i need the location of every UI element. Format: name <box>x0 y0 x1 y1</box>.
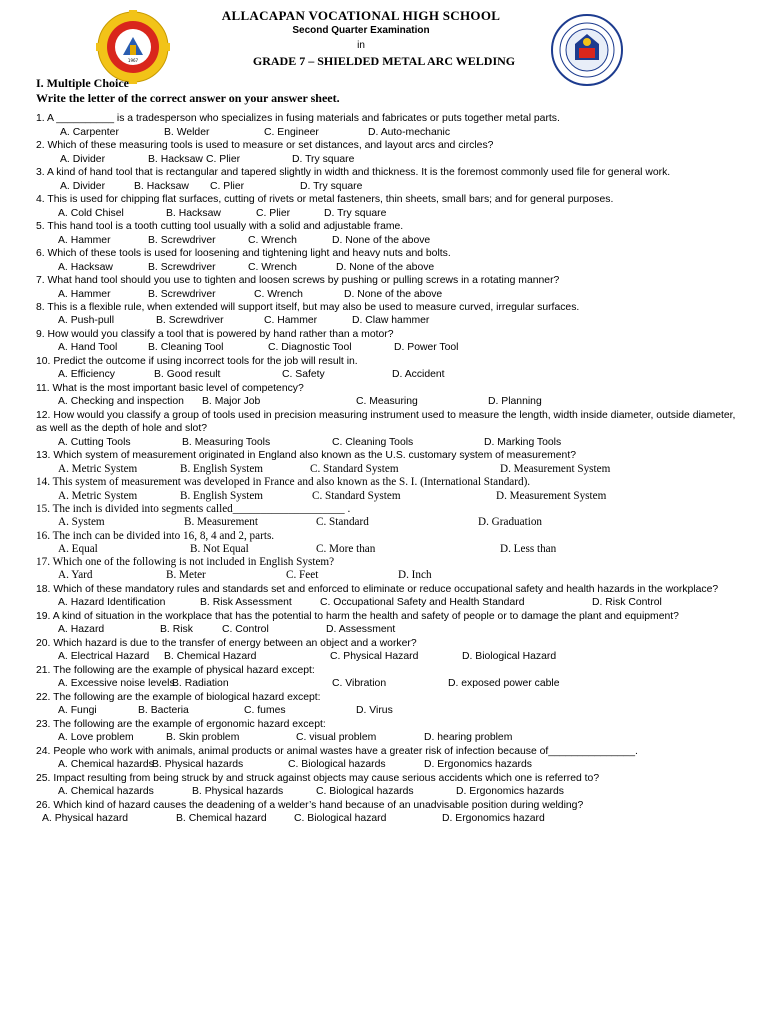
choice-c: C. Engineer <box>264 126 319 138</box>
choice-d: D. Measurement System <box>500 463 611 475</box>
choice-c: C. Standard System <box>310 463 399 475</box>
question-25 <box>36 772 736 799</box>
choice-b: B. English System <box>180 463 263 475</box>
choice-a: A. Metric System <box>58 463 138 475</box>
choice-c: C. visual problem <box>296 732 377 744</box>
question-text: 9. How would you classify a tool that is powered by hand rather than a motor? <box>36 328 394 340</box>
choice-d: D. Inch <box>398 569 432 582</box>
question-1 <box>36 112 736 139</box>
choice-row <box>36 490 736 503</box>
choice-c: C. Standard System <box>312 489 401 502</box>
choice-a: A. Equal <box>58 542 98 555</box>
choice-d: D. Power Tool <box>394 342 459 354</box>
choice-c: C. Standard <box>316 516 369 529</box>
choice-d: D. Biological Hazard <box>462 651 557 663</box>
choice-row <box>36 395 736 408</box>
choice-b: B. Screwdriver <box>156 315 224 327</box>
choice-c: C. Measuring <box>356 396 418 408</box>
choice-c: C. Plier <box>206 153 241 165</box>
svg-text:1967: 1967 <box>127 58 139 63</box>
choice-b: B. Radiation <box>172 678 229 690</box>
choice-b: B. Major Job <box>202 396 261 408</box>
choice-d: D. Risk Control <box>592 597 662 609</box>
choice-b: B. Cleaning Tool <box>148 342 224 354</box>
choice-a: A. Hand Tool <box>58 342 118 354</box>
choice-b: B. Physical hazards <box>152 759 244 771</box>
choice-a: A. Metric System <box>58 489 138 502</box>
choice-b: B. Screwdriver <box>148 288 216 300</box>
question-text: 10. Predict the outcome if using incorrect tools for the job will result in. <box>36 355 358 367</box>
choice-b: B. Hacksaw <box>134 180 189 192</box>
question-text: 8. This is a flexible rule, when extended will support itself, but may also be used to measure curved, irregular surfaces. <box>36 301 580 313</box>
choice-a: A. Yard <box>58 569 93 582</box>
choice-b: B. Hacksaw <box>166 207 221 219</box>
choice-a: A. Hazard <box>58 624 105 636</box>
choice-row <box>36 516 736 529</box>
choice-c: C. Biological hazards <box>288 759 386 771</box>
question-text: 22. The following are the example of biological hazard except: <box>36 691 321 703</box>
question-12 <box>36 409 736 450</box>
choice-row <box>36 731 736 744</box>
question-20 <box>36 637 736 664</box>
question-text: 7. What hand tool should you use to tighten and loosen screws by pushing or pulling screws in a rotating manner? <box>36 274 560 286</box>
question-23 <box>36 718 736 745</box>
exam-in-label: in <box>357 40 365 51</box>
question-text: 17. Which one of the following is not included in English System? <box>36 556 335 569</box>
question-text: 21. The following are the example of physical hazard except: <box>36 664 315 676</box>
choice-a: A. System <box>58 516 105 529</box>
choice-row <box>36 463 736 476</box>
exam-title: Second Quarter Examination <box>292 25 430 36</box>
choice-c: C. fumes <box>244 705 286 717</box>
question-6 <box>36 247 736 274</box>
choice-d: D. Try square <box>324 207 387 219</box>
exam-header <box>0 0 768 80</box>
question-16 <box>36 530 736 557</box>
question-text: 2. Which of these measuring tools is used to measure or set distances, and layout arcs and circles? <box>36 139 494 151</box>
question-8 <box>36 301 736 328</box>
choice-b: B. Screwdriver <box>148 261 216 273</box>
choice-c: C. Wrench <box>254 288 303 300</box>
choice-d: D. Try square <box>300 180 363 192</box>
choice-d: D. None of the above <box>344 288 443 300</box>
choice-a: A. Cold Chisel <box>58 207 124 219</box>
choice-d: D. Ergonomics hazard <box>442 813 545 825</box>
question-13 <box>36 449 736 476</box>
question-text: 16. The inch can be divided into 16, 8, 4 and 2, parts. <box>36 529 275 542</box>
choice-row <box>36 677 736 690</box>
choice-row <box>36 126 736 139</box>
section-instructions: Write the letter of the correct answer on your answer sheet. <box>36 91 340 105</box>
choice-a: A. Hammer <box>58 288 111 300</box>
question-text: 25. Impact resulting from being struck by and struck against objects may cause serious accidents which one is referred to? <box>36 772 600 784</box>
choice-row <box>36 623 736 636</box>
choice-row <box>36 341 736 354</box>
question-list <box>36 112 736 826</box>
choice-a: A. Fungi <box>58 705 97 717</box>
question-10 <box>36 355 736 382</box>
choice-a: A. Hammer <box>58 234 111 246</box>
question-text: 19. A kind of situation in the workplace that has the potential to harm the health and safety of people or to damage the plant and equipment? <box>36 610 679 622</box>
choice-c: C. Biological hazards <box>316 786 414 798</box>
choice-c: C. Hammer <box>264 315 318 327</box>
section-title: I. Multiple Choice <box>36 76 129 90</box>
choice-row <box>36 758 736 771</box>
question-text: 24. People who work with animals, animal products or animal wastes have a greater risk of infection because of_______________. <box>36 745 638 757</box>
choice-b: B. Meter <box>166 569 206 582</box>
choice-b: B. Physical hazards <box>192 786 284 798</box>
question-text: 13. Which system of measurement originated in England also known as the U.S. customary system of measurement? <box>36 450 576 462</box>
choice-d: D. None of the above <box>336 261 435 273</box>
choice-c: C. Plier <box>210 180 245 192</box>
question-7 <box>36 274 736 301</box>
choice-d: D. Virus <box>356 705 393 717</box>
choice-d: D. None of the above <box>332 234 431 246</box>
choice-row <box>36 314 736 327</box>
choice-a: A. Hazard Identification <box>58 597 166 609</box>
school-name: ALLACAPAN VOCATIONAL HIGH SCHOOL <box>221 8 501 23</box>
choice-d: D. Graduation <box>478 516 543 529</box>
choice-b: B. Risk Assessment <box>200 597 292 609</box>
question-text: 3. A kind of hand tool that is rectangular and tapered slightly in width and thickness. It is the foremost commonly used file for general work. <box>36 166 671 178</box>
question-text: 23. The following are the example of ergonomic hazard except: <box>36 718 326 730</box>
question-5 <box>36 220 736 247</box>
choice-d: D. hearing problem <box>424 732 513 744</box>
question-4 <box>36 193 736 220</box>
choice-row <box>36 812 736 825</box>
choice-c: C. More than <box>316 542 376 555</box>
question-text: 20. Which hazard is due to the transfer of energy between an object and a worker? <box>36 637 417 649</box>
question-14 <box>36 476 736 503</box>
choice-b: B. Measuring Tools <box>182 437 271 449</box>
choice-a: A. Divider <box>60 180 106 192</box>
choice-row <box>36 569 736 582</box>
choice-row <box>36 543 736 556</box>
question-26 <box>36 799 736 826</box>
choice-c: C. Wrench <box>248 234 297 246</box>
question-17 <box>36 556 736 583</box>
subject-title: GRADE 7 – SHIELDED METAL ARC WELDING <box>252 54 516 68</box>
choice-row <box>36 650 736 663</box>
question-text: 11. What is the most important basic level of competency? <box>36 382 304 394</box>
choice-a: A. Divider <box>60 153 106 165</box>
choice-row <box>36 704 736 717</box>
choice-d: D. Ergonomics hazards <box>456 786 564 798</box>
question-15 <box>36 503 736 530</box>
choice-d: D. Marking Tools <box>484 437 562 449</box>
choice-b: B. Bacteria <box>138 705 189 717</box>
choice-d: D. Measurement System <box>496 489 607 502</box>
choice-a: A. Excessive noise levels <box>58 678 175 690</box>
choice-a: A. Electrical Hazard <box>58 651 150 663</box>
choice-row <box>36 180 736 193</box>
choice-d: D. Try square <box>292 153 355 165</box>
question-22 <box>36 691 736 718</box>
choice-a: A. Love problem <box>58 732 134 744</box>
question-text: 26. Which kind of hazard causes the deadening of a welder’s hand because of an unadvisable position during welding? <box>36 799 584 811</box>
question-text: 18. Which of these mandatory rules and standards set and enforced to eliminate or reduce occupational safety and health hazards in the workplace? <box>36 583 719 595</box>
choice-a: A. Chemical hazards <box>58 759 154 771</box>
choice-c: C. Physical Hazard <box>330 651 419 663</box>
choice-a: A. Cutting Tools <box>58 437 131 449</box>
question-9 <box>36 328 736 355</box>
choice-a: A. Checking and inspection <box>58 396 184 408</box>
choice-row <box>36 596 736 609</box>
choice-c: C. Plier <box>256 207 291 219</box>
choice-c: C. Feet <box>286 569 319 582</box>
choice-b: B. Welder <box>164 126 210 138</box>
choice-c: C. Cleaning Tools <box>332 437 414 449</box>
choice-b: B. Measurement <box>184 516 258 529</box>
question-21 <box>36 664 736 691</box>
choice-b: B. Chemical hazard <box>176 813 267 825</box>
question-text: 1. A __________ is a tradesperson who specializes in fusing materials and fabricates or puts together metal parts. <box>36 113 560 124</box>
choice-d: D. exposed power cable <box>448 678 560 690</box>
choice-c: C. Vibration <box>332 678 387 690</box>
choice-row <box>36 288 736 301</box>
choice-row <box>36 207 736 220</box>
question-18 <box>36 583 736 610</box>
choice-c: C. Wrench <box>248 261 297 273</box>
choice-row <box>36 368 736 381</box>
choice-b: B. Chemical Hazard <box>164 651 257 663</box>
question-text: 6. Which of these tools is used for loosening and tightening light and heavy nuts and bolts. <box>36 247 451 259</box>
question-text: 12. How would you classify a group of tools used in precision measuring instrument used to measure the length, width inside diameter, outside diameter, as well as the depth of hole and slot? <box>36 409 736 435</box>
question-11 <box>36 382 736 409</box>
choice-d: D. Less than <box>500 542 557 555</box>
question-19 <box>36 610 736 637</box>
choice-d: D. Ergonomics hazards <box>424 759 532 771</box>
choice-row <box>36 785 736 798</box>
choice-b: B. Screwdriver <box>148 234 216 246</box>
choice-row <box>36 234 736 247</box>
question-24 <box>36 745 736 772</box>
choice-a: A. Chemical hazards <box>58 786 154 798</box>
choice-d: D. Planning <box>488 396 542 408</box>
choice-a: A. Push-pull <box>58 315 115 327</box>
question-text: 15. The inch is divided into segments called____________________ . <box>36 502 351 515</box>
choice-c: C. Diagnostic Tool <box>268 342 352 354</box>
choice-d: D. Claw hammer <box>352 315 430 327</box>
choice-row <box>36 436 736 449</box>
question-text: 4. This is used for chipping flat surfaces, cutting of rivets or metal fasteners, thin sheets, small bars; and for general purposes. <box>36 193 614 205</box>
choice-d: D. Assessment <box>326 624 396 636</box>
choice-a: A. Carpenter <box>60 126 119 138</box>
choice-b: B. Hacksaw <box>148 153 203 165</box>
choice-row <box>36 261 736 274</box>
choice-a: A. Hacksaw <box>58 261 113 273</box>
choice-b: B. English System <box>180 489 263 502</box>
choice-b: B. Good result <box>154 369 221 381</box>
question-text: 5. This hand tool is a tooth cutting tool usually with a solid and adjustable frame. <box>36 220 404 232</box>
choice-c: C. Control <box>222 624 269 636</box>
question-text: 14. This system of measurement was developed in France and also known as the S. I. (International Standard). <box>36 476 531 489</box>
choice-c: C. Occupational Safety and Health Standard <box>320 597 525 609</box>
choice-b: B. Not Equal <box>190 542 249 555</box>
choice-d: D. Auto-mechanic <box>368 126 451 138</box>
choice-d: D. Accident <box>392 369 445 381</box>
question-2 <box>36 139 736 166</box>
choice-c: C. Biological hazard <box>294 813 387 825</box>
choice-c: C. Safety <box>282 369 325 381</box>
choice-row <box>36 153 736 166</box>
choice-b: B. Risk <box>160 624 193 636</box>
choice-a: A. Efficiency <box>58 369 115 381</box>
question-3 <box>36 166 736 193</box>
choice-a: A. Physical hazard <box>42 813 129 825</box>
choice-b: B. Skin problem <box>166 732 240 744</box>
